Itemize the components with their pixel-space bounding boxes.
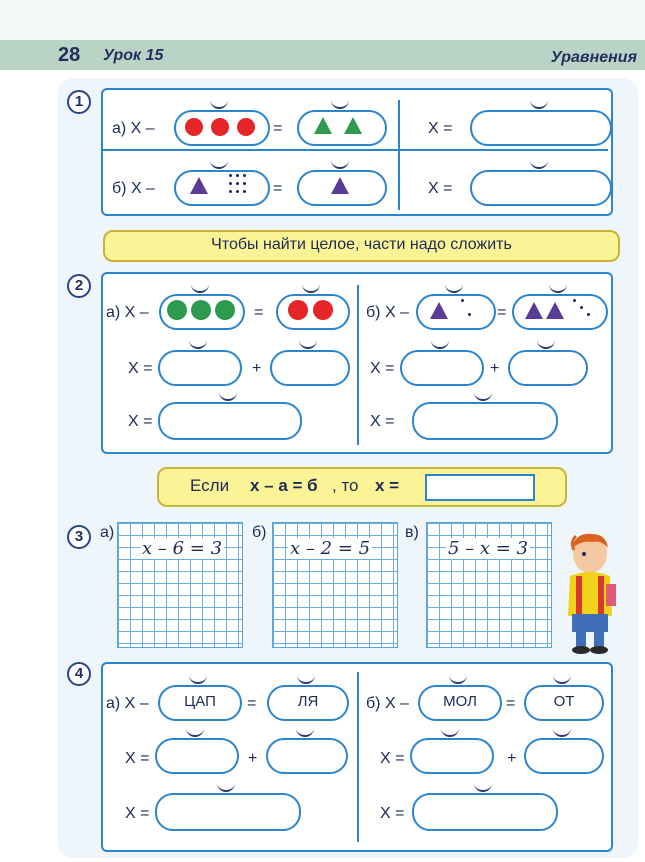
violet-triangle xyxy=(190,177,208,194)
x-equals: X = xyxy=(370,413,395,430)
x-equals: X = xyxy=(128,413,153,430)
equation-b: x – 2 = 5 xyxy=(290,538,371,559)
answer-pill[interactable] xyxy=(155,793,301,831)
equals-sign: = xyxy=(254,304,264,321)
violet-triangle xyxy=(430,302,448,319)
equals-sign: = xyxy=(506,695,516,712)
top-margin xyxy=(0,0,645,40)
word-lya: ЛЯ xyxy=(297,693,319,710)
dot xyxy=(243,190,246,193)
equals-sign: = xyxy=(273,120,283,137)
green-circle xyxy=(191,300,211,320)
plus-sign: + xyxy=(248,750,258,767)
minuend-box xyxy=(416,294,496,330)
x-equals: X = xyxy=(428,120,453,137)
dot xyxy=(236,174,239,177)
equals-sign: = xyxy=(247,695,257,712)
dot xyxy=(236,190,239,193)
word-ot: ОТ xyxy=(553,693,575,710)
equals-sign: = xyxy=(497,304,507,321)
equation-a: x – 6 = 3 xyxy=(142,538,223,559)
word-cap: ЦАП xyxy=(184,693,216,710)
red-circle xyxy=(288,300,308,320)
dot xyxy=(229,182,232,185)
violet-triangle xyxy=(331,177,349,194)
task1b-label: б) X – xyxy=(112,180,155,197)
sum-part-box[interactable] xyxy=(266,738,348,774)
green-circle xyxy=(215,300,235,320)
green-triangle xyxy=(344,117,362,134)
answer-pill[interactable] xyxy=(470,170,612,206)
answer-pill[interactable] xyxy=(412,793,558,831)
dot xyxy=(468,313,471,316)
task3b-label: б) xyxy=(252,524,267,541)
x-equals: X = xyxy=(125,805,150,822)
sum-part-box[interactable] xyxy=(158,350,242,386)
task1-divider xyxy=(103,149,608,151)
minuend-box xyxy=(174,170,270,206)
sum-part-box[interactable] xyxy=(508,350,588,386)
task1-divider-v xyxy=(398,100,400,210)
rule-answer-box[interactable] xyxy=(425,474,535,501)
dot xyxy=(580,306,583,309)
dot xyxy=(229,190,232,193)
task4a-label: а) X – xyxy=(106,695,149,712)
rule2-prefix: Если xyxy=(190,476,230,495)
task4-divider xyxy=(357,672,359,842)
lesson-title: Урок 15 xyxy=(103,47,164,64)
difference-box xyxy=(297,110,387,146)
red-circle xyxy=(185,118,203,136)
task-number-2: 2 xyxy=(67,274,91,298)
task2b-label: б) X – xyxy=(366,304,409,321)
answer-pill[interactable] xyxy=(412,402,558,440)
x-equals: X = xyxy=(125,750,150,767)
violet-triangle xyxy=(546,302,564,319)
red-circle xyxy=(211,118,229,136)
word-mol: МОЛ xyxy=(443,693,477,710)
task1a-label: а) X – xyxy=(112,120,155,137)
task3a-label: а) xyxy=(100,524,115,541)
x-equals: X = xyxy=(380,750,405,767)
x-equals: X = xyxy=(370,360,395,377)
plus-sign: + xyxy=(490,360,500,377)
task4b-label: б) X – xyxy=(366,695,409,712)
task3c-label: в) xyxy=(405,524,419,541)
red-circle xyxy=(313,300,333,320)
sum-part-box[interactable] xyxy=(410,738,494,774)
section-title: Уравнения xyxy=(550,49,637,66)
x-equals: X = xyxy=(428,180,453,197)
task2-divider xyxy=(357,285,359,445)
task-number-3: 3 xyxy=(67,525,91,549)
rule2-formula: x – a = б xyxy=(250,476,318,495)
sum-part-box[interactable] xyxy=(524,738,604,774)
answer-pill[interactable] xyxy=(470,110,612,146)
task2a-label: а) X – xyxy=(106,304,149,321)
task-number-1: 1 xyxy=(67,90,91,114)
green-triangle xyxy=(314,117,332,134)
task-number-4: 4 xyxy=(67,662,91,686)
dot xyxy=(243,182,246,185)
x-equals: X = xyxy=(380,805,405,822)
sum-part-box[interactable] xyxy=(270,350,350,386)
plus-sign: + xyxy=(507,750,517,767)
dot xyxy=(573,299,576,302)
dot xyxy=(236,182,239,185)
rule2-then: , то xyxy=(332,476,359,495)
equals-sign: = xyxy=(273,180,283,197)
sum-part-box[interactable] xyxy=(400,350,484,386)
plus-sign: + xyxy=(252,360,262,377)
red-circle xyxy=(237,118,255,136)
answer-pill[interactable] xyxy=(158,402,302,440)
dot xyxy=(229,174,232,177)
dot xyxy=(461,299,464,302)
rule-text: Чтобы найти целое, части надо сложить xyxy=(211,236,512,253)
dot xyxy=(243,174,246,177)
rule2-x: x = xyxy=(375,476,400,495)
green-circle xyxy=(167,300,187,320)
page-header xyxy=(0,40,645,70)
x-equals: X = xyxy=(128,360,153,377)
equation-c: 5 – x = 3 xyxy=(448,538,529,559)
page-number: 28 xyxy=(58,44,81,66)
boy-illustration xyxy=(562,528,618,656)
dot xyxy=(587,313,590,316)
sum-part-box[interactable] xyxy=(155,738,239,774)
violet-triangle xyxy=(525,302,543,319)
